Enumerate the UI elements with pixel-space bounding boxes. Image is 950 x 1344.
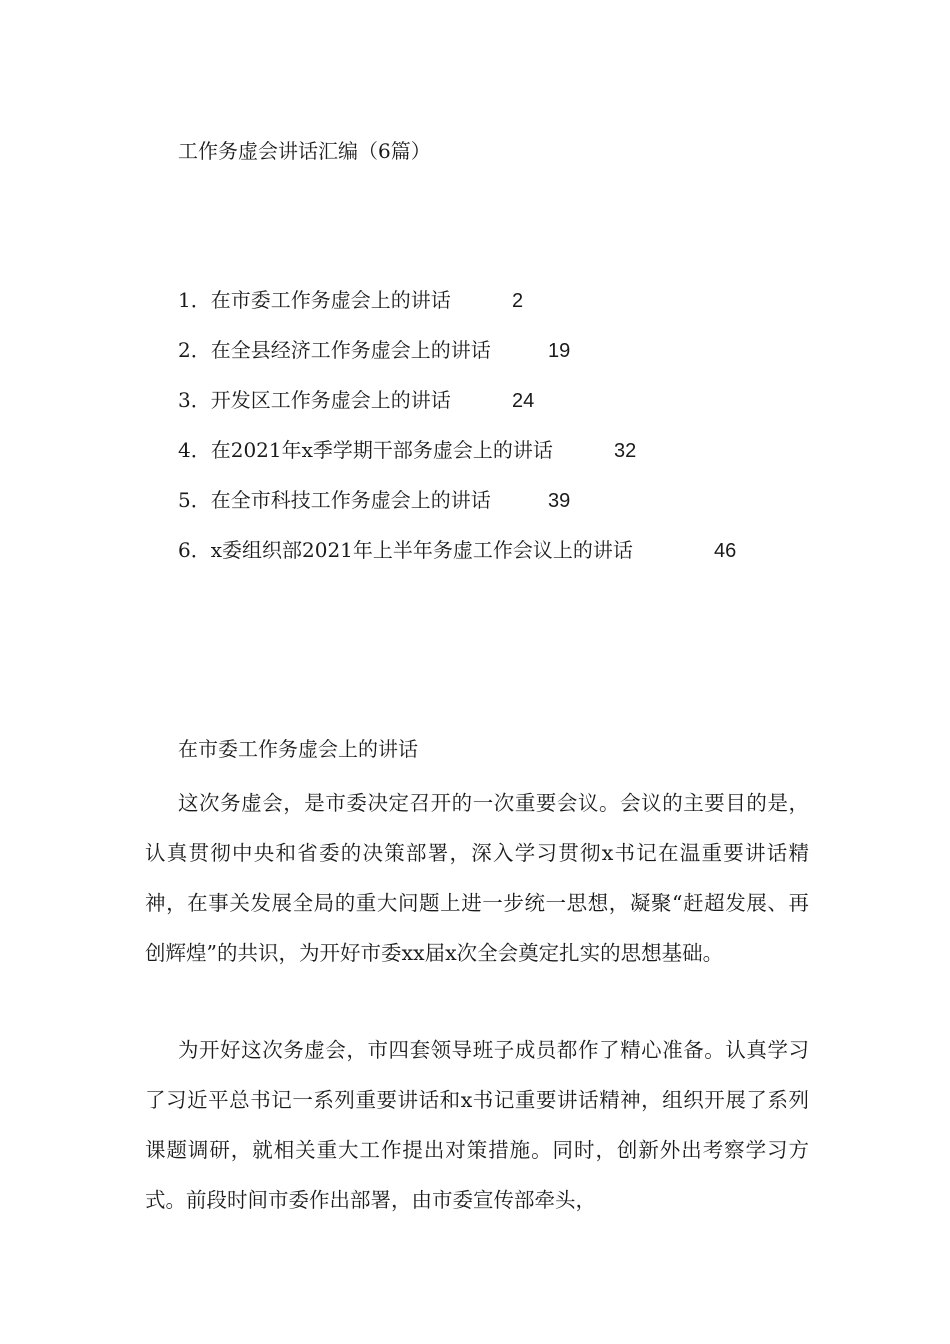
body-paragraph: 为开好这次务虚会，市四套领导班子成员都作了精心准备。认真学习了习近平总书记一系列重要讲话和x书记重要讲话精神，组织开展了系列课题调研，就相关重大工作提出对策措施。同时，创新外出考察学习方式。前段时间市委作出部署，由市委宣传部牵头， — [145, 1038, 809, 1212]
toc-entry-text: 2．在全县经济工作务虚会上的讲话 — [178, 338, 491, 362]
toc-entry-page: 24 — [512, 390, 535, 412]
toc-entry — [178, 385, 736, 435]
toc-entry — [178, 335, 736, 385]
toc-entry-page: 19 — [548, 340, 571, 362]
toc-entry-text: 5．在全市科技工作务虚会上的讲话 — [178, 488, 491, 512]
toc-entry-text: 4．在2021年x季学期干部务虚会上的讲话 — [178, 438, 553, 462]
toc-entry — [178, 535, 736, 585]
toc-entry-page: 32 — [614, 440, 637, 462]
section-heading: 在市委工作务虚会上的讲话 — [178, 737, 418, 761]
table-of-contents — [178, 285, 736, 585]
toc-entry-page: 2 — [512, 290, 524, 312]
toc-entry-text: 1．在市委工作务虚会上的讲话 — [178, 288, 451, 312]
toc-entry-text: 3．开发区工作务虚会上的讲话 — [178, 388, 451, 412]
toc-entry — [178, 285, 736, 335]
toc-entry — [178, 435, 736, 485]
toc-entry — [178, 485, 736, 535]
toc-entry-text: 6．x委组织部2021年上半年务虚工作会议上的讲话 — [178, 538, 633, 562]
toc-entry-page: 39 — [548, 490, 571, 512]
toc-entry-page: 46 — [714, 540, 737, 562]
document-title: 工作务虚会讲话汇编（6篇） — [178, 139, 431, 163]
body-paragraph: 这次务虚会，是市委决定召开的一次重要会议。会议的主要目的是，认真贯彻中央和省委的决策部署，深入学习贯彻x书记在温重要讲话精神，在事关发展全局的重大问题上进一步统一思想，凝聚“赶超发展、再创辉煌”的共识，为开好市委xx届x次全会奠定扎实的思想基础。 — [145, 791, 809, 965]
